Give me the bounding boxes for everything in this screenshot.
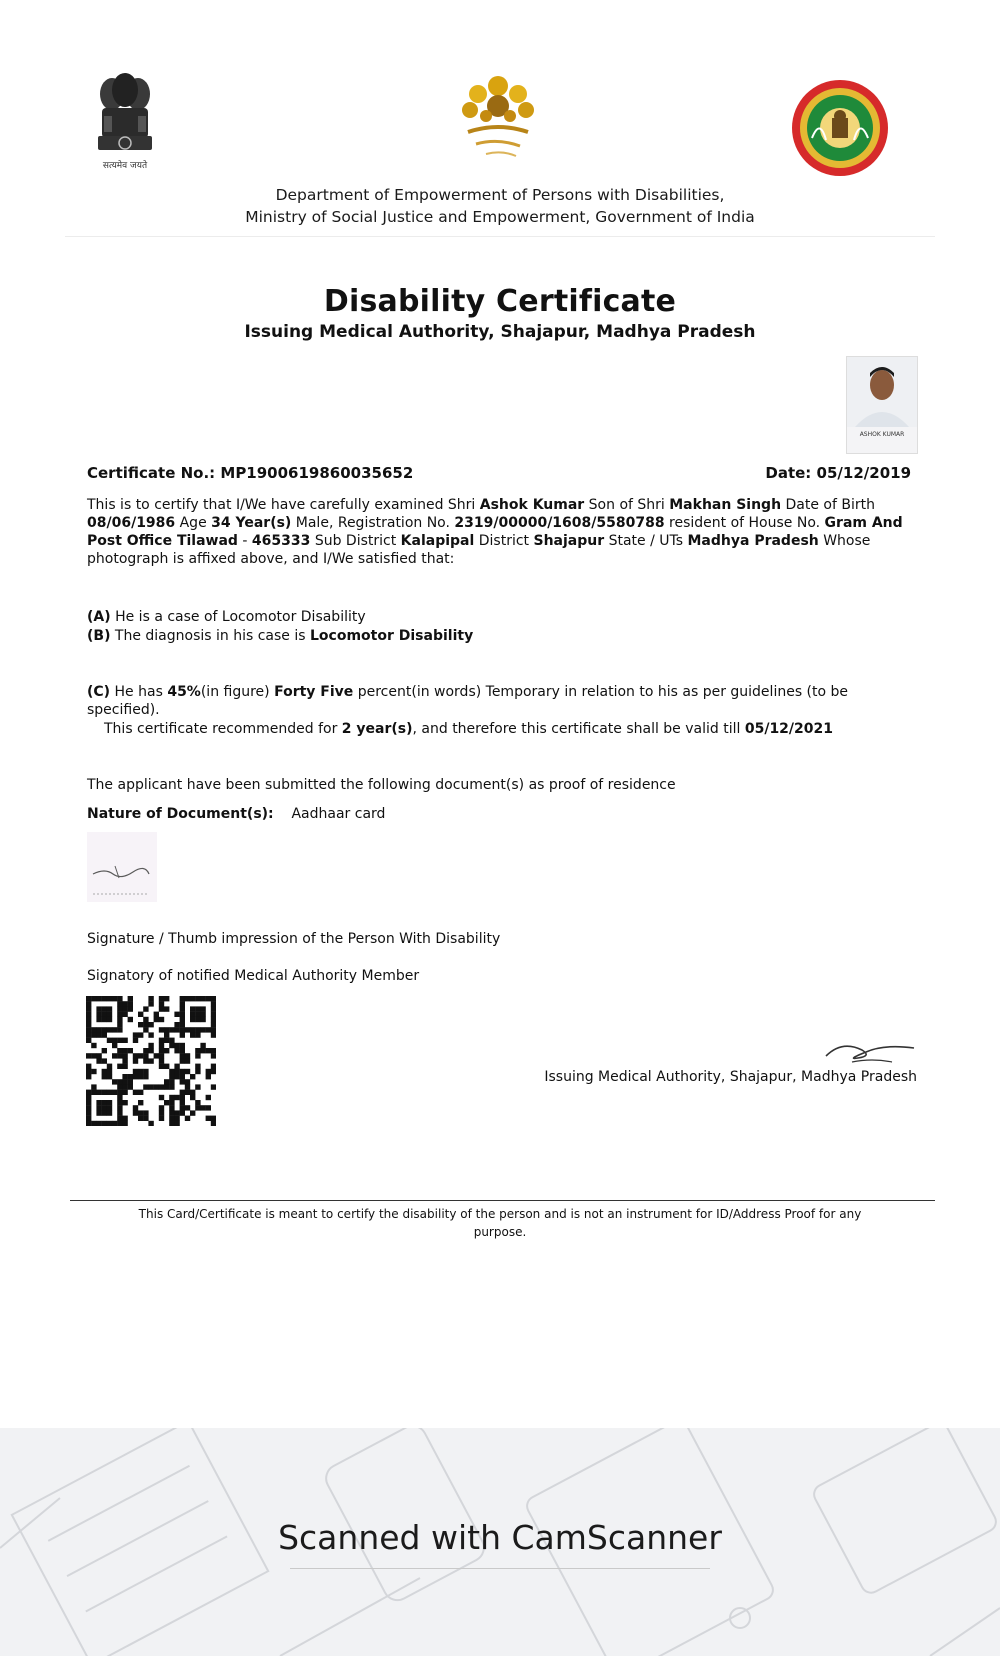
certificate-title: Disability Certificate <box>323 284 677 319</box>
footer-line: purpose. <box>473 1225 527 1239</box>
camscanner-text: Scanned with CamScanner <box>278 1518 722 1557</box>
header-divider <box>65 236 935 237</box>
authority-signature-icon <box>822 1036 918 1066</box>
residence-note: The applicant have been submitted the following document(s) as proof of residence <box>87 777 676 793</box>
disability-percent-words: Forty Five <box>274 684 354 700</box>
validity-line <box>104 720 833 738</box>
certification-paragraph <box>87 496 917 568</box>
footer-line: This Card/Certificate is meant to certify the disability of the person and is not an instrument for ID/Address Proof for any <box>138 1207 862 1221</box>
valid-till-date: 05/12/2021 <box>744 721 833 737</box>
emblem-caption: सत्यमेव जयते <box>102 161 148 171</box>
clause-c-text: (in figure) <box>200 684 275 700</box>
clause-c-text: percent(in words) Temporary in relation to his as per guidelines (to be specified). <box>87 684 849 718</box>
authority-caption: Issuing Medical Authority, Shajapur, Madhya Pradesh <box>544 1069 917 1085</box>
patient-name: Ashok Kumar <box>479 497 585 513</box>
camscanner-watermark <box>0 1428 1000 1656</box>
registration-number: 2319/00000/1608/5580788 <box>454 515 665 531</box>
applicant-signature-caption: Signature / Thumb impression of the Person With Disability <box>87 931 501 947</box>
applicant-photo-icon <box>846 356 918 454</box>
nature-of-document-label: Nature of Document(s): <box>87 806 274 822</box>
swavlamban-logo-icon <box>450 74 546 160</box>
certificate-subtitle: Issuing Medical Authority, Shajapur, Madhya Pradesh <box>244 322 756 342</box>
validity-years: 2 year(s) <box>341 721 413 737</box>
footer-disclaimer <box>110 1205 890 1241</box>
certificate-date <box>765 464 911 482</box>
validity-text: This certificate recommended for <box>104 721 342 737</box>
intro-text: Age <box>175 515 212 531</box>
certificate-number-label: Certificate No.: <box>87 464 216 482</box>
clause-b <box>87 627 473 645</box>
department-line: Department of Empowerment of Persons with Disabilities, <box>275 186 725 204</box>
disability-percent: 45% <box>167 684 201 700</box>
sub-district: Kalapipal <box>400 533 475 549</box>
intro-text: - <box>237 533 252 549</box>
signatory-label: Signatory of notified Medical Authority Member <box>87 968 420 984</box>
father-name: Makhan Singh <box>669 497 782 513</box>
clause-b-label: (B) <box>87 628 111 644</box>
clause-b-text: The diagnosis in his case is <box>110 628 311 644</box>
nature-of-document <box>87 805 385 823</box>
certificate-number-value: MP1900619860035652 <box>220 464 414 482</box>
validity-text: , and therefore this certificate shall be valid till <box>412 721 745 737</box>
clause-a-text: He is a case of Locomotor Disability <box>110 609 366 625</box>
intro-text: District <box>474 533 534 549</box>
certificate-number <box>87 464 413 482</box>
house-address: Gram And Post Office Tilawad <box>87 515 903 549</box>
certificate-date-value: 05/12/2019 <box>816 464 911 482</box>
intro-text: Sub District <box>310 533 401 549</box>
camscanner-underline <box>290 1568 710 1569</box>
intro-text: Male, Registration No. <box>291 515 455 531</box>
nature-of-document-value: Aadhaar card <box>291 806 386 822</box>
qr-code-icon <box>86 996 216 1126</box>
intro-text: This is to certify that I/We have carefully examined Shri <box>87 497 480 513</box>
applicant-signature-icon <box>87 832 157 902</box>
age: 34 Year(s) <box>211 515 292 531</box>
ministry-line: Ministry of Social Justice and Empowerment, Government of India <box>245 208 755 226</box>
intro-text: resident of House No. <box>664 515 825 531</box>
madhya-pradesh-seal-icon <box>790 78 890 178</box>
diagnosis-value: Locomotor Disability <box>310 628 474 644</box>
clause-c-label: (C) <box>87 684 111 700</box>
state: Madhya Pradesh <box>687 533 819 549</box>
clause-c <box>87 683 917 719</box>
pin-code: 465333 <box>251 533 311 549</box>
intro-text: State / UTs <box>604 533 688 549</box>
intro-text: Whose photograph is affixed above, and I/We satisfied that: <box>87 533 871 567</box>
photo-caption: ASHOK KUMAR <box>859 431 905 438</box>
intro-text: Son of Shri <box>584 497 670 513</box>
certificate-date-label: Date: <box>765 464 812 482</box>
date-of-birth: 08/06/1986 <box>87 515 176 531</box>
clause-a-label: (A) <box>87 609 111 625</box>
clause-c-text: He has <box>110 684 168 700</box>
footer-divider <box>70 1200 935 1201</box>
district: Shajapur <box>533 533 605 549</box>
intro-text: Date of Birth <box>781 497 875 513</box>
clause-a <box>87 608 366 626</box>
